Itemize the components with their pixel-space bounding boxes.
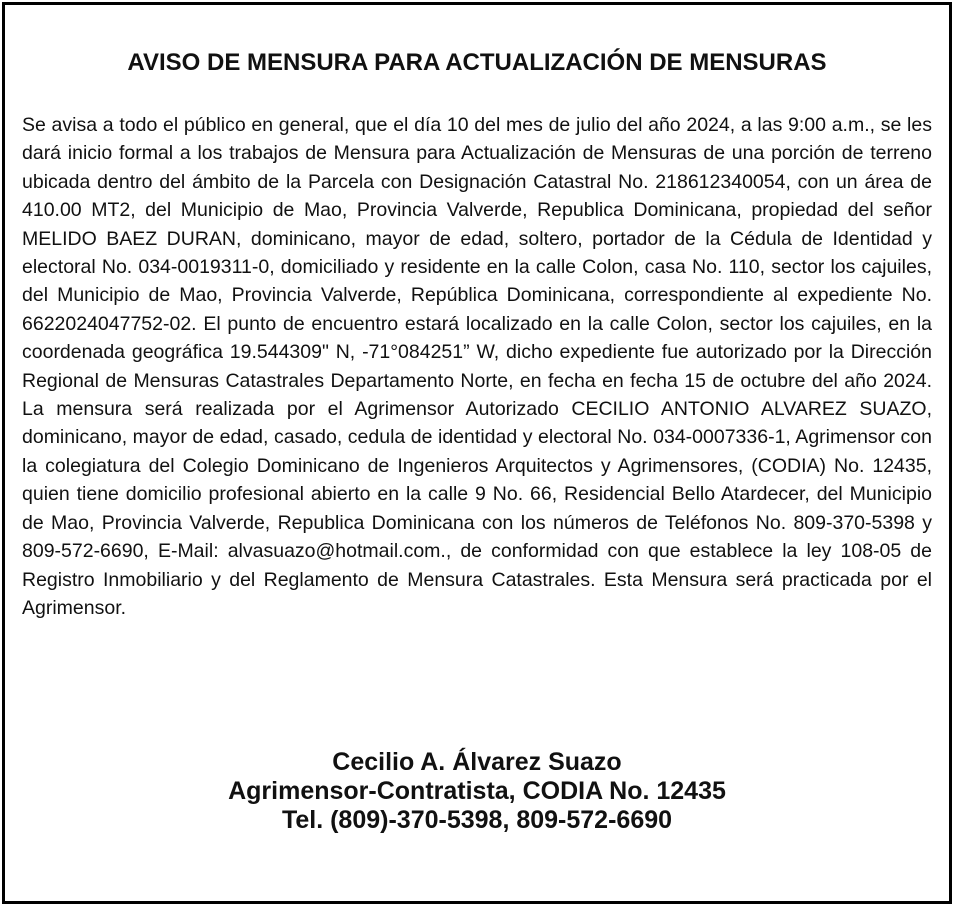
- notice-title: AVISO DE MENSURA PARA ACTUALIZACIÓN DE MENSURAS: [127, 49, 827, 76]
- signature-name: Cecilio A. Álvarez Suazo: [332, 748, 622, 776]
- signature-block: [5, 748, 949, 835]
- signature-role: Agrimensor-Contratista, CODIA No. 12435: [228, 777, 726, 805]
- notice-box: [2, 2, 952, 904]
- signature-phone: Tel. (809)-370-5398, 809-572-6690: [281, 806, 673, 834]
- notice-body: Se avisa a todo el público en general, que el día 10 del mes de julio del año 2024, a las 9:00 a.m., se les dará inicio formal a los trabajos de Mensura para Actualización de Mensuras de una porción de terreno ubicada dentro del ámbito de la Parcela con Designación Catastral No. 218612340054, con un área de 410.00 MT2, del Municipio de Mao, Provincia Valverde, Republica Dominicana, propiedad del señor MELIDO BAEZ DURAN, dominicano, mayor de edad, soltero, portador de la Cédula de Identidad y electoral No. 034-0019311-0, domiciliado y residente en la calle Colon, casa No. 110, sector los cajuiles, del Municipio de Mao, Provincia Valverde, República Dominicana, correspondiente al expediente No. 6622024047752-02. El punto de encuentro estará localizado en la calle Colon, sector los cajuiles, en la coordenada geográfica 19.544309" N, -71°084251” W, dicho expediente fue autorizado por la Dirección Regional de Mensuras Catastrales Departamento Norte, en fecha en fecha 15 de octubre del año 2024. La mensura será realizada por el Agrimensor Autorizado CECILIO ANTONIO ALVAREZ SUAZO, dominicano, mayor de edad, casado, cedula de identidad y electoral No. 034-0007336-1, Agrimensor con la colegiatura del Colegio Dominicano de Ingenieros Arquitectos y Agrimensores, (CODIA) No. 12435, quien tiene domicilio profesional abierto en la calle 9 No. 66, Residencial Bello Atardecer, del Municipio de Mao, Provincia Valverde, Republica Dominicana con los números de Teléfonos No. 809-370-5398 y 809-572-6690, E-Mail: alvasuazo@hotmail.com., de conformidad con que establece la ley 108-05 de Registro Inmobiliario y del Reglamento de Mensura Catastrales. Esta Mensura será practicada por el Agrimensor.: [22, 114, 932, 619]
